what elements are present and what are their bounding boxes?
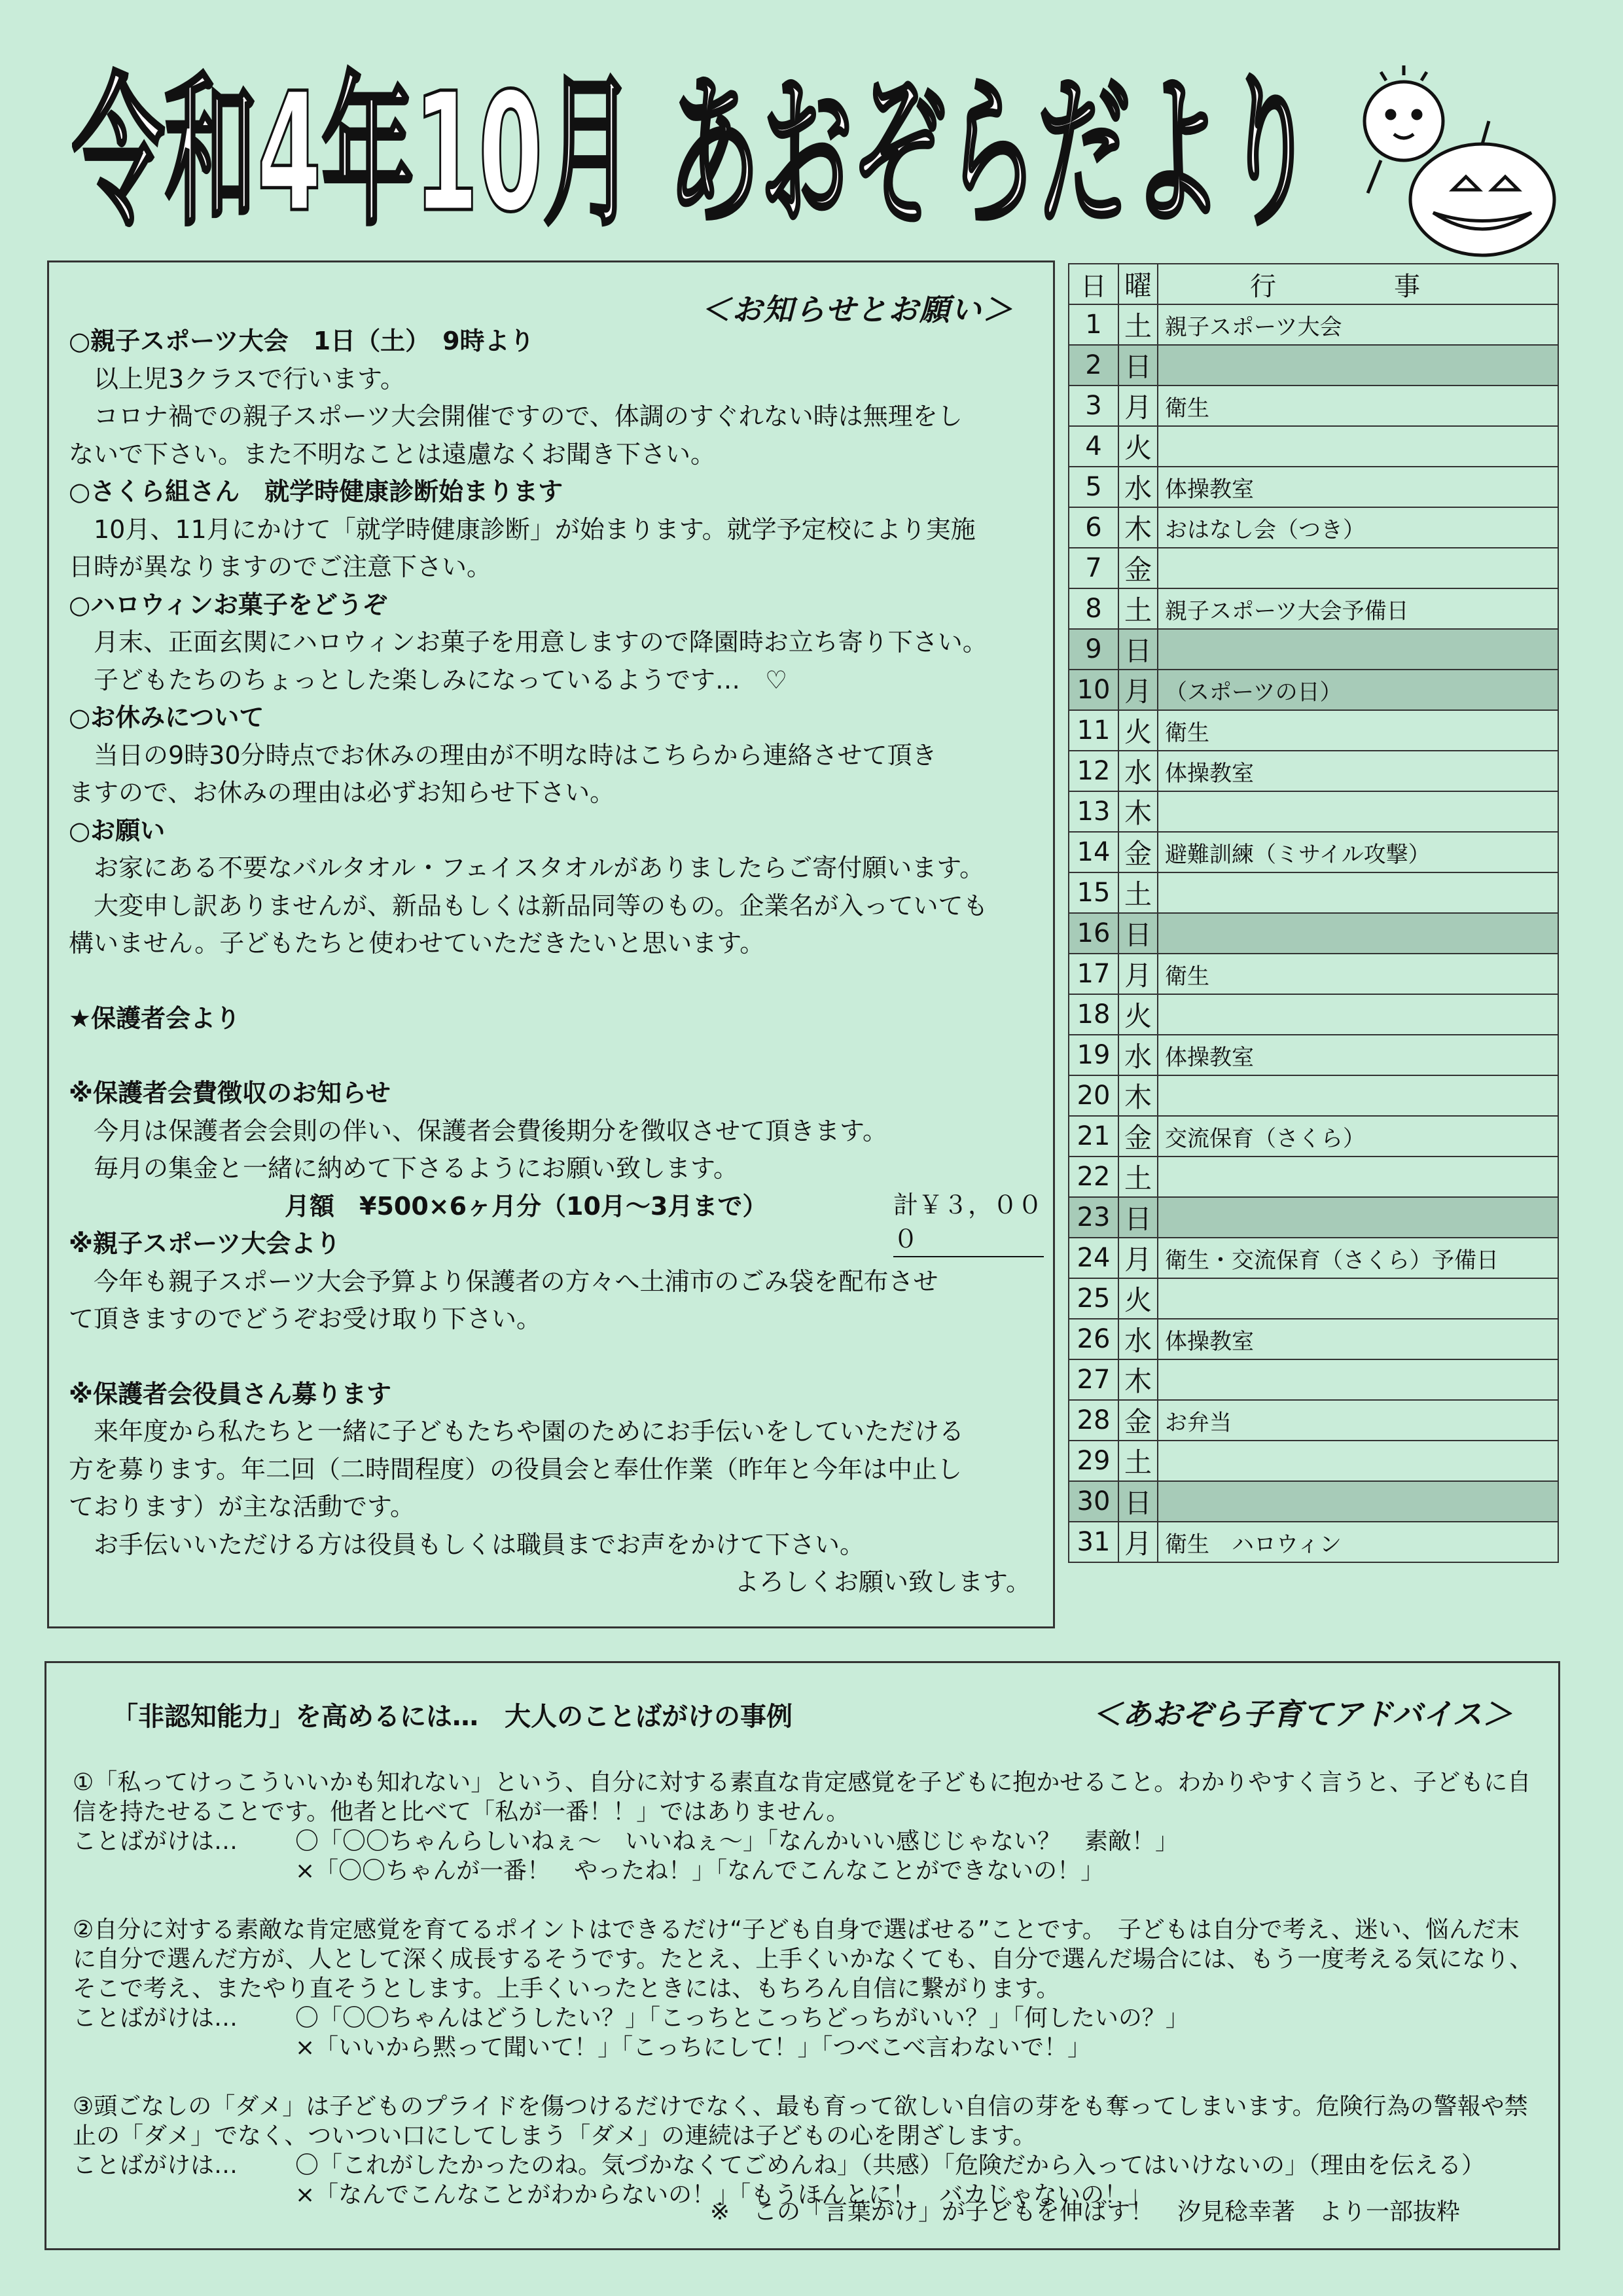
calendar-day: 19 [1069, 1035, 1118, 1075]
advice-good-phrase: 〇「〇〇ちゃんらしいねぇ～ いいねぇ～」「なんかいい感じじゃない？ 素敵！」 [295, 1828, 1179, 1855]
fee-total: 計￥３，０００ [893, 1188, 1044, 1257]
calendar-day: 5 [1069, 467, 1118, 507]
calendar-day: 26 [1069, 1319, 1118, 1359]
calendar-weekday: 土 [1118, 872, 1158, 913]
calendar-weekday: 火 [1118, 994, 1158, 1035]
calendar-weekday: 木 [1118, 791, 1158, 832]
calendar-weekday: 金 [1118, 1400, 1158, 1441]
calendar-day: 22 [1069, 1157, 1118, 1197]
advice-good-phrase: 〇「〇〇ちゃんはどうしたい？」「こっちとこっちどっちがいい？」「何したいの？」 [295, 2005, 1189, 2032]
notice-subheading: ※親子スポーツ大会より [69, 1229, 341, 1258]
advice-example-good [73, 1827, 1539, 1856]
calendar-event [1158, 872, 1558, 913]
calendar-weekday: 木 [1118, 1075, 1158, 1116]
calendar-row [1069, 751, 1558, 791]
notice-line: 当日の9時30分時点でお休みの理由が不明な時はこちらから連絡させて頂き [94, 740, 937, 770]
calendar-row [1069, 386, 1558, 426]
calendar-weekday: 月 [1118, 1522, 1158, 1562]
notice-subheading: ○お休みについて [69, 703, 264, 732]
calendar-day: 30 [1069, 1481, 1118, 1522]
advice-example-label: ことばがけは… [73, 1828, 238, 1855]
calendar-event: 衛生 [1158, 386, 1558, 426]
notice-line: コロナ禍での親子スポーツ大会開催ですので、体調のすぐれない時は無理をし [94, 402, 963, 431]
calendar-event: お弁当 [1158, 1400, 1558, 1441]
advice-text: ②自分に対する素敵な肯定感覚を育てるポイントはできるだけ“子ども自身で選ばせる”ことです。 子どもは自分で考え、迷い、悩んだ末に自分で選んだ方が、人として深く成長するそうです。たとえ、上手くいかなくても、自分で選んだ場合には、もう一度考える気になり、そこで考え、またやり直そうとします。上手くいったときには、もちろん自信に繋がります。 [73, 1916, 1533, 2002]
calendar-day: 13 [1069, 791, 1118, 832]
calendar-event [1158, 1197, 1558, 1238]
calendar-event: 親子スポーツ大会予備日 [1158, 588, 1558, 629]
calendar-row [1069, 913, 1558, 954]
calendar-day: 31 [1069, 1522, 1118, 1562]
calendar-event: 避難訓練（ミサイル攻撃） [1158, 832, 1558, 872]
notice-subheading: ★保護者会より [69, 1003, 241, 1033]
calendar-event: おはなし会（つき） [1158, 507, 1558, 548]
calendar-day: 21 [1069, 1116, 1118, 1157]
calendar-weekday: 水 [1118, 751, 1158, 791]
notice-section [47, 260, 1055, 1628]
calendar-day: 25 [1069, 1278, 1118, 1319]
calendar-day: 18 [1069, 994, 1118, 1035]
advice-example-good [73, 2151, 1539, 2180]
calendar-event: 衛生 [1158, 710, 1558, 751]
notice-line: 方を募ります。年二回（二時間程度）の役員会と奉仕作業（昨年と今年は中止し [69, 1454, 962, 1484]
advice-item [73, 2092, 1539, 2210]
calendar-day: 2 [1069, 345, 1118, 386]
advice-bad-phrase: ×「〇〇ちゃんが一番！ やったね！」「なんでこんなことができないの！」 [295, 1857, 1105, 1884]
calendar-row [1069, 1441, 1558, 1481]
calendar-row [1069, 1319, 1558, 1359]
calendar-weekday: 日 [1118, 629, 1158, 670]
calendar-row [1069, 629, 1558, 670]
calendar-event [1158, 548, 1558, 588]
advice-item [73, 1768, 1539, 1886]
advice-example-good [73, 2003, 1539, 2033]
calendar-row [1069, 710, 1558, 751]
advice-item [73, 1915, 1539, 2062]
calendar-event: 体操教室 [1158, 1035, 1558, 1075]
calendar-weekday: 火 [1118, 426, 1158, 467]
calendar-weekday: 土 [1118, 588, 1158, 629]
calendar-weekday: 日 [1118, 345, 1158, 386]
notice-line: 来年度から私たちと一緒に子どもたちや園のためにお手伝いをしていただける [94, 1417, 965, 1446]
calendar-day: 10 [1069, 670, 1118, 710]
calendar-header-event: 行 事 [1158, 264, 1558, 304]
advice-example-label: ことばがけは… [73, 2152, 238, 2179]
calendar-row [1069, 791, 1558, 832]
notice-line: て頂きますのでどうぞお受け取り下さい。 [69, 1304, 542, 1333]
calendar-weekday: 水 [1118, 1035, 1158, 1075]
calendar-header-weekday: 曜 [1118, 264, 1158, 304]
calendar-event: 交流保育（さくら） [1158, 1116, 1558, 1157]
notice-body [69, 323, 1044, 1602]
calendar-event [1158, 1278, 1558, 1319]
calendar-weekday: 火 [1118, 710, 1158, 751]
advice-body [73, 1768, 1539, 2239]
calendar-weekday: 日 [1118, 1197, 1158, 1238]
notice-line: お手伝いいただける方は役員もしくは職員までお声をかけて下さい。 [94, 1530, 865, 1559]
notice-line: 大変申し訳ありませんが、新品もしくは新品同等のもの。企業名が入っていても [94, 891, 988, 920]
calendar-row [1069, 345, 1558, 386]
calendar-row [1069, 1197, 1558, 1238]
calendar-row [1069, 670, 1558, 710]
calendar-weekday: 土 [1118, 1441, 1158, 1481]
notice-line: よろしくお願い致します。 [734, 1568, 1031, 1596]
calendar-weekday: 火 [1118, 1278, 1158, 1319]
calendar-row [1069, 304, 1558, 345]
calendar-day: 14 [1069, 832, 1118, 872]
calendar-day: 4 [1069, 426, 1118, 467]
calendar-day: 23 [1069, 1197, 1118, 1238]
calendar-event: 体操教室 [1158, 1319, 1558, 1359]
title-text: 令和4年10月 あおぞらだより [72, 58, 1316, 248]
calendar-event: 衛生・交流保育（さくら）予備日 [1158, 1238, 1558, 1278]
notice-line: 今年も親子スポーツ大会予算より保護者の方々へ土浦市のごみ袋を配布させ [94, 1266, 938, 1296]
calendar-weekday: 月 [1118, 386, 1158, 426]
calendar-day: 7 [1069, 548, 1118, 588]
notice-line: お家にある不要なバルタオル・フェイスタオルがありましたらご寄付願います。 [94, 853, 985, 882]
calendar-event [1158, 1441, 1558, 1481]
calendar-day: 20 [1069, 1075, 1118, 1116]
calendar-row [1069, 1400, 1558, 1441]
calendar-day: 24 [1069, 1238, 1118, 1278]
advice-title: 「非認知能力」を高めるには… 大人のことばがけの事例 [112, 1702, 793, 1732]
calendar-row [1069, 832, 1558, 872]
calendar-row [1069, 426, 1558, 467]
calendar-weekday: 日 [1118, 1481, 1158, 1522]
calendar-event [1158, 1075, 1558, 1116]
calendar-header-day: 日 [1069, 264, 1118, 304]
calendar-row [1069, 954, 1558, 994]
notice-line: ますので、お休みの理由は必ずお知らせ下さい。 [69, 778, 615, 807]
advice-bad-phrase: ×「なんでこんなことがわからないの！」「もうほんとに！ バカじゃないの！」 [295, 2181, 1152, 2208]
calendar-event: 体操教室 [1158, 467, 1558, 507]
notice-line: 毎月の集金と一緒に納めて下さるようにお願い致します。 [94, 1154, 738, 1183]
calendar-day: 27 [1069, 1359, 1118, 1400]
calendar-weekday: 月 [1118, 1238, 1158, 1278]
calendar-row [1069, 507, 1558, 548]
calendar-row [1069, 1157, 1558, 1197]
calendar-weekday: 水 [1118, 1319, 1158, 1359]
calendar-weekday: 木 [1118, 507, 1158, 548]
calendar-day: 11 [1069, 710, 1118, 751]
notice-subheading: ○親子スポーツ大会 1日（土） 9時より [69, 327, 535, 355]
calendar-row [1069, 1238, 1558, 1278]
calendar-row [1069, 1035, 1558, 1075]
event-calendar [1068, 263, 1559, 1563]
calendar-event: （スポーツの日） [1158, 670, 1558, 710]
notice-line [69, 1037, 1044, 1075]
calendar-day: 29 [1069, 1441, 1118, 1481]
notice-subheading: ○ハロウィンお菓子をどうぞ [69, 590, 387, 619]
calendar-day: 28 [1069, 1400, 1118, 1441]
calendar-event: 親子スポーツ大会 [1158, 304, 1558, 345]
calendar-weekday: 土 [1118, 304, 1158, 345]
advice-footer: ※ この「言葉がけ」が子どもを伸ばす！ 汐見稔幸著 より一部抜粋 [709, 2198, 1460, 2225]
calendar-row [1069, 1075, 1558, 1116]
notice-line [69, 1338, 1044, 1376]
calendar-event [1158, 913, 1558, 954]
calendar-event [1158, 791, 1558, 832]
calendar-weekday: 月 [1118, 670, 1158, 710]
calendar-row [1069, 1481, 1558, 1522]
notice-line: 10月、11月にかけて「就学時健康診断」が始まります。就学予定校により実施 [94, 514, 976, 544]
advice-example-label: ことばがけは… [73, 2005, 238, 2032]
advice-bad-phrase: ×「いいから黙って聞いて！」「こっちにして！」「つべこべ言わないで！」 [295, 2034, 1092, 2061]
notice-heading: ＜お知らせとお願い＞ [700, 292, 1014, 327]
calendar-day: 8 [1069, 588, 1118, 629]
calendar-event [1158, 426, 1558, 467]
calendar-row [1069, 1522, 1558, 1562]
calendar-weekday: 金 [1118, 548, 1158, 588]
notice-subheading: ○お願い [69, 816, 166, 845]
notice-line: ないで下さい。また不明なことは遠慮なくお聞き下さい。 [69, 439, 716, 469]
notice-line [69, 963, 1044, 1000]
calendar-event [1158, 1359, 1558, 1400]
calendar-row [1069, 1116, 1558, 1157]
calendar-event [1158, 1481, 1558, 1522]
advice-section [45, 1661, 1560, 2250]
newsletter-title [72, 46, 1329, 262]
notice-line: ております）が主な活動です。 [69, 1492, 415, 1521]
notice-subheading: ※保護者会役員さん募ります [69, 1379, 391, 1408]
calendar-event [1158, 994, 1558, 1035]
calendar-weekday: 水 [1118, 467, 1158, 507]
calendar-weekday: 金 [1118, 1116, 1158, 1157]
calendar-day: 6 [1069, 507, 1118, 548]
notice-line: 日時が異なりますのでご注意下さい。 [69, 552, 492, 581]
calendar-day: 17 [1069, 954, 1118, 994]
calendar-header-row [1069, 264, 1558, 304]
calendar-weekday: 金 [1118, 832, 1158, 872]
calendar-day: 3 [1069, 386, 1118, 426]
notice-line: 今月は保護者会会則の伴い、保護者会費後期分を徴収させて頂きます。 [94, 1116, 887, 1145]
fee-amount: 月額 ¥500×6ヶ月分（10月～3月まで） [285, 1191, 768, 1221]
calendar-day: 16 [1069, 913, 1118, 954]
calendar-event [1158, 345, 1558, 386]
advice-text: ③頭ごなしの「ダメ」は子どものプライドを傷つけるだけでなく、最も育って欲しい自信の芽をも奪ってしまいます。危険行為の警報や禁止の「ダメ」でなく、ついつい口にしてしまう「ダメ」の連続は子どもの心を閉ざします。 [73, 2093, 1528, 2149]
calendar-event: 体操教室 [1158, 751, 1558, 791]
calendar-day: 9 [1069, 629, 1118, 670]
calendar-row [1069, 994, 1558, 1035]
notice-line: 子どもたちのちょっとした楽しみになっているようです… ♡ [94, 665, 788, 694]
calendar-weekday: 月 [1118, 954, 1158, 994]
calendar-event: 衛生 [1158, 954, 1558, 994]
calendar-event: 衛生 ハロウィン [1158, 1522, 1558, 1562]
notice-line: 構いません。子どもたちと使わせていただきたいと思います。 [69, 929, 765, 958]
notice-subheading: ○さくら組さん 就学時健康診断始まります [69, 477, 563, 506]
calendar-row [1069, 588, 1558, 629]
calendar-weekday: 木 [1118, 1359, 1158, 1400]
calendar-row [1069, 1278, 1558, 1319]
calendar-row [1069, 467, 1558, 507]
calendar-day: 15 [1069, 872, 1118, 913]
calendar-day: 1 [1069, 304, 1118, 345]
calendar-row [1069, 872, 1558, 913]
calendar-weekday: 日 [1118, 913, 1158, 954]
advice-heading: ＜あおぞら子育てアドバイス＞ [1092, 1696, 1512, 1732]
calendar-row [1069, 1359, 1558, 1400]
calendar-row [1069, 548, 1558, 588]
calendar-event [1158, 629, 1558, 670]
calendar-event [1158, 1157, 1558, 1197]
calendar-weekday: 土 [1118, 1157, 1158, 1197]
baby-pumpkin-illustration [1342, 49, 1558, 265]
calendar-day: 12 [1069, 751, 1118, 791]
advice-good-phrase: 〇「これがしたかったのね。気づかなくてごめんね」（共感）「危険だから入ってはいけないの」（理由を伝える） [295, 2152, 1486, 2179]
notice-subheading: ※保護者会費徴収のお知らせ [69, 1079, 391, 1107]
notice-line: 以上児3クラスで行います。 [94, 364, 405, 393]
advice-text: ①「私ってけっこういいかも知れない」という、自分に対する素直な肯定感覚を子どもに抱かせること。わかりやすく言うと、子どもに自信を持たせることです。他者と比べて「私が一番！！」ではありません。 [73, 1769, 1531, 1825]
notice-line: 月末、正面玄関にハロウィンお菓子を用意しますので降園時お立ち寄り下さい。 [94, 628, 988, 656]
